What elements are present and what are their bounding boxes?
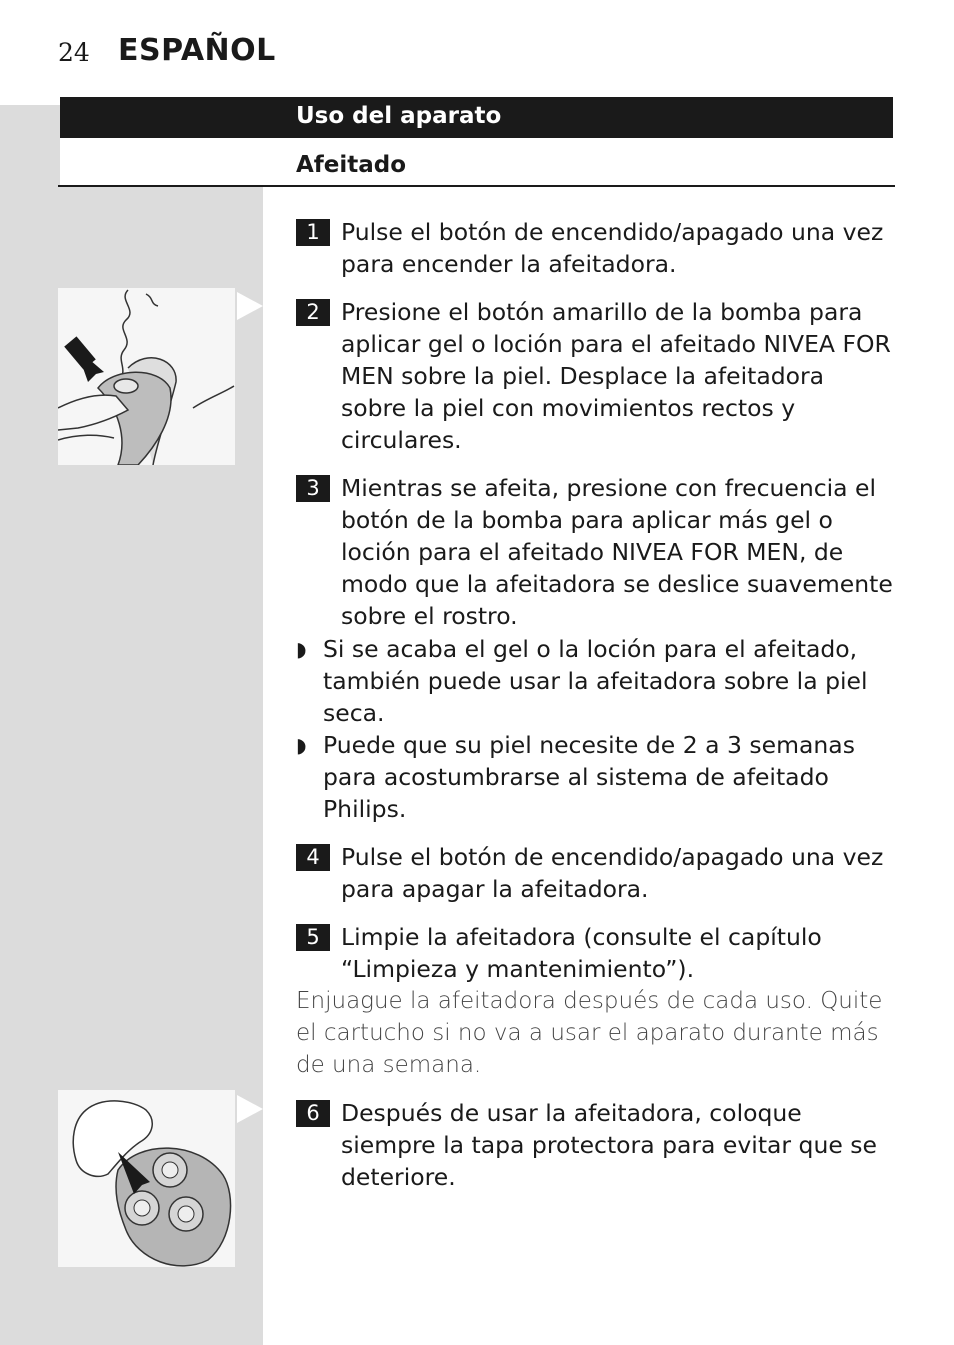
bullet-item-1 (296, 633, 896, 729)
bullet-text: Puede que su piel necesite de 2 a 3 semanas para acostumbrarse al sistema de afeitado Philips. (323, 731, 855, 823)
step-1 (296, 216, 896, 280)
step-2 (296, 296, 896, 456)
page-number: 24 (58, 38, 90, 67)
step-3 (296, 472, 896, 632)
step-number: 1 (296, 219, 330, 246)
language-title: ESPAÑOL (118, 33, 276, 68)
cleaning-note: Enjuague la afeitadora después de cada uso. Quite el cartucho si no va a usar el aparato durante más de una semana. (296, 988, 883, 1078)
bullet-glyph: ◗ (296, 637, 307, 661)
step-text: Presione el botón amarillo de la bomba para aplicar gel o loción para el afeitado NIVEA FOR MEN sobre la piel. Desplace la afeitadora sobre la piel con movimientos rectos y circulares. (341, 298, 891, 454)
step-text: Pulse el botón de encendido/apagado una vez para apagar la afeitadora. (341, 843, 884, 903)
bullet-glyph: ◗ (296, 733, 307, 757)
sidebar-white-band (60, 138, 263, 186)
step-5 (296, 921, 896, 985)
step-text: Mientras se afeita, presione con frecuencia el botón de la bomba para aplicar más gel o loción para el afeitado NIVEA FOR MEN, de modo que la afeitadora se deslice suavemente sobre el rostro. (341, 474, 893, 630)
step-number: 3 (296, 475, 330, 502)
section-title: Uso del aparato (296, 103, 502, 129)
bullet-item-2 (296, 729, 896, 825)
subtitle-divider (58, 185, 895, 187)
step-number: 5 (296, 924, 330, 951)
step-number: 4 (296, 844, 330, 871)
step-text: Limpie la afeitadora (consulte el capítulo “Limpieza y mantenimiento”). (341, 923, 822, 983)
step-text: Después de usar la afeitadora, coloque siempre la tapa protectora para evitar que se deteriore. (341, 1099, 878, 1191)
bullet-text: Si se acaba el gel o la loción para el afeitado, también puede usar la afeitadora sobre la piel seca. (323, 635, 868, 727)
section-subtitle: Afeitado (296, 152, 407, 178)
illustration-pointer-1 (237, 292, 263, 320)
step-4 (296, 841, 896, 905)
step-number: 6 (296, 1100, 330, 1127)
shaver-pump-icon (58, 288, 235, 465)
shaver-cap-icon (58, 1090, 235, 1267)
step-6 (296, 1097, 896, 1193)
step-number: 2 (296, 299, 330, 326)
section-header-bar (60, 97, 893, 138)
illustration-pointer-2 (237, 1095, 263, 1123)
step-text: Pulse el botón de encendido/apagado una vez para encender la afeitadora. (341, 218, 884, 278)
